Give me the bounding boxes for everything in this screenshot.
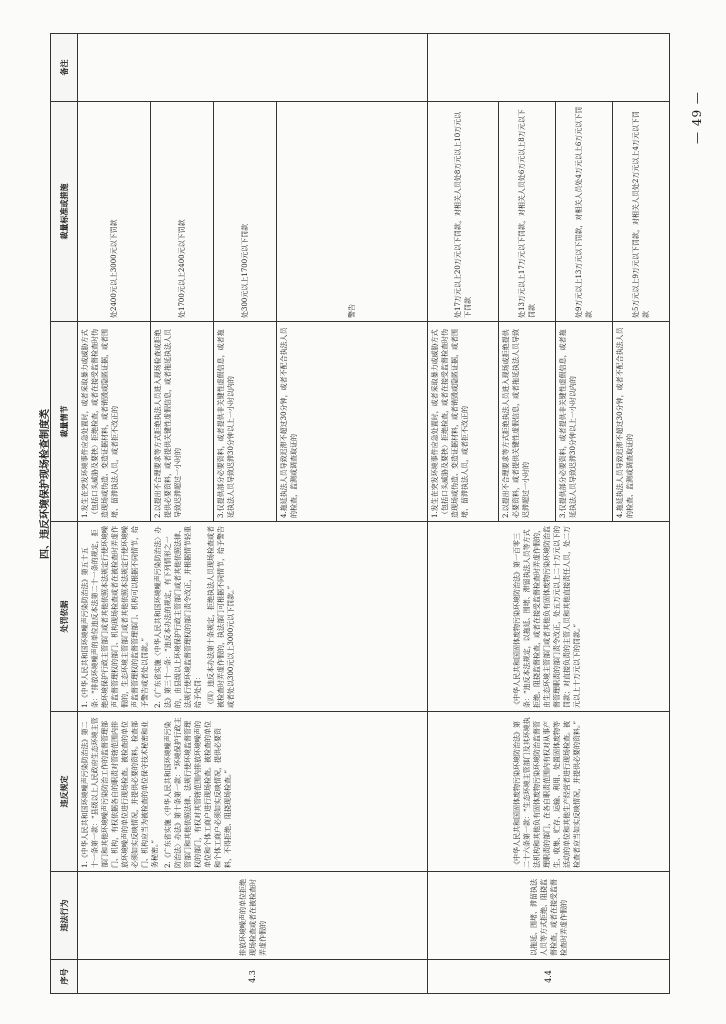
remark-cell [78, 34, 428, 102]
circumstance-cell: 1.发生在突发环境事件应急处置时，或者采取暴力或威胁方式（包括口头威胁及要挟）拒绝检查，或者在接受监督检查时伪造现场或伪造、变造证据材料，或者销毁或隐匿证据，或者围堵、留滞执法人员，或者拒不改正的 [78, 322, 151, 522]
basis-cell [78, 522, 428, 712]
basis-paragraph: （四）违反本办法第十条规定，拒绝执法人员现场检查或者被检查时弄虚作假的，执法部门可根据不同情节，给予警告或者处以300元以上3000元以下罚款。” [207, 526, 235, 708]
table-row [428, 34, 499, 994]
header-circumstance: 裁量情节 [51, 322, 78, 522]
provision-paragraph: 2.《广东省实施〈中华人民共和国环境噪声污染防治法〉办法》第十条第一款：“环境保护行政主管部门和其他依照法律、法规行使环境监督管理权的部门，有权对其管辖范围内排放环境噪声的单位和个体工商户进行现场检查。被检查的单位和个体工商户必须如实反映情况，提供必要资料，不得拒绝、阻挠现场检查。” [164, 717, 232, 868]
header-penalty-basis: 处罚依据 [51, 522, 78, 712]
standard-cell: 处13万元以上17万元以下罚款，对相关人员处6万元以上8万元以下罚款 [499, 102, 556, 322]
circumstance-cell: 3.仅提供部分必要资料，或者提供非关键性虚假信息，或者拖延执法人员导致迟滞30分钟以上一小时以内的 [213, 322, 276, 522]
basis-paragraph: 《中华人民共和国固体废物污染环境防治法》第一百零三条：“违反本法规定，以拖延、围堵、滞留执法人员等方式拒绝、阻挠监督检查，或者在接受监督检查时弄虚作假的，由生态环境主管部门或者其他负有固体废物污染环境防治监督管理职责的部门责令改正，处五万元以上二十万元以下的罚款；对直接负责的主管人员和其他直接责任人员，处二万元以上十万元以下的罚款。” [513, 526, 582, 708]
header-standard: 裁量标准或措施 [51, 102, 78, 322]
circumstance-cell: 1.发生在突发环境事件应急处置时，或者采取暴力或威胁方式（包括口头威胁及要挟）拒绝检查，或者在接受监督检查时伪造现场或伪造、变造证据材料，或者销毁或隐匿证据，或者围堵、留滞执法人员，或者拒不改正的 [428, 322, 499, 522]
circumstance-cell: 3.仅提供部分必要资料，或者提供非关键性虚假信息，或者拖延执法人员导致迟滞30分钟以上一小时以内的 [556, 322, 613, 522]
table-row [78, 34, 151, 994]
header-row [51, 34, 78, 994]
standard-cell: 警告 [276, 102, 428, 322]
header-provision: 违反规定 [51, 712, 78, 872]
basis-paragraph: 2.《广东省实施〈中华人民共和国环境噪声污染防治法〉办法》第三十一条：“违反本办法的规定，有下列情形之一的，由县级以上环境保护行政主管部门或者其他依照法律、法规行使环境监督管理权的部门责令改正，并根据情节轻重给予处罚： [154, 526, 202, 708]
penalty-table [50, 33, 670, 994]
remark-cell [428, 34, 670, 102]
basis-paragraph: 1.《中华人民共和国环境噪声污染防治法》第五十五条：“排放环境噪声的单位违反本法第二十一条的规定，拒绝环境保护行政主管部门或者其他依照本法规定行使环境噪声监督管理权的部门、机构现场检查或者在被检查时弄虚作假的，生态环境主管部门或者其他依照本法规定行使环境噪声监督管理权的监督管理部门、机构可以根据不同情节，给予警告或者处以罚款。” [81, 526, 149, 708]
circumstance-cell: 2.以提出不合理要求等方式拒绝执法人员进入现场或拒绝提供必要资料，或者提供关键性虚假信息，或者拖延执法人员导致迟滞超过一小时的 [499, 322, 556, 522]
violation-cell: 以拖延、围堵、滞留执法人员等方式拒绝、阻挠监督检查，或者在接受监督检查时弄虚作假的 [428, 872, 670, 960]
circumstance-cell: 4.拖延执法人员导致迟滞不超过30分钟，或者不配合执法人员的检查、监测或调查取证的 [613, 322, 670, 522]
provision-paragraph: 1.《中华人民共和国环境噪声污染防治法》第二十一条第一款：“县级以上人民政府生态环境主管部门和其他环境噪声污染防治工作的监督管理部门、机构，有权依据各自的职责对管辖范围内排放环境噪声的单位进行现场检查。被检查的单位必须如实反映情况，并提供必要的资料。检查部门、机构应当为被检查的单位保守技术秘密和业务秘密。” [81, 717, 159, 868]
standard-cell: 处5万元以上9万元以下罚款，对相关人员处2万元以上4万元以下罚款 [613, 102, 670, 322]
standard-cell: 处2400元以上3000元以下罚款 [78, 102, 151, 322]
circumstance-cell: 2.以提出不合理要求等方式拒绝执法人员进入现场检查或拒绝提供必要资料，或者提供关键性虚假信息，或者拖延执法人员导致迟滞超过一小时的 [150, 322, 213, 522]
header-violation: 违法行为 [51, 872, 78, 960]
circumstance-cell: 4.拖延执法人员导致迟滞不超过30分钟，或者不配合执法人员的检查，监测或调查取证的 [276, 322, 428, 522]
standard-cell: 处17万元以上20万元以下罚款，对相关人员处8万元以上10万元以下罚款 [428, 102, 499, 322]
page-number: — 49 — [690, 91, 704, 144]
standard-cell: 处300元以上1700元以下罚款 [213, 102, 276, 322]
row-index: 4.4 [428, 960, 670, 994]
provision-cell [78, 712, 428, 872]
standard-cell: 处9万元以上13万元以下罚款，对相关人员处4万元以上6万元以下罚款 [556, 102, 613, 322]
basis-cell [428, 522, 670, 712]
section-title: 四、违反环境保护现场检查制度类 [40, 409, 51, 559]
violation-cell: 排放环境噪声的单位拒绝现场检查或者在被检查时弄虚作假的 [78, 872, 428, 960]
standard-cell: 处1700元以上2400元以下罚款 [150, 102, 213, 322]
header-remark: 备注 [51, 34, 78, 102]
row-index: 4.3 [78, 960, 428, 994]
provision-cell [428, 712, 670, 872]
provision-paragraph: 《中华人民共和国固体废物污染环境防治法》第二十六条第一款：“生态环境主管部门及其环境执法机构和其他负有固体废物污染环境防治监督管理职责的部门，在各自职责范围内有权对从事产生、收集、贮存、运输、利用、处置固体废物等活动的单位和其他生产经营者进行现场检查。被检查者应当如实反映情况，并提供必要的资料。” [513, 717, 582, 868]
header-index: 序号 [51, 960, 78, 994]
